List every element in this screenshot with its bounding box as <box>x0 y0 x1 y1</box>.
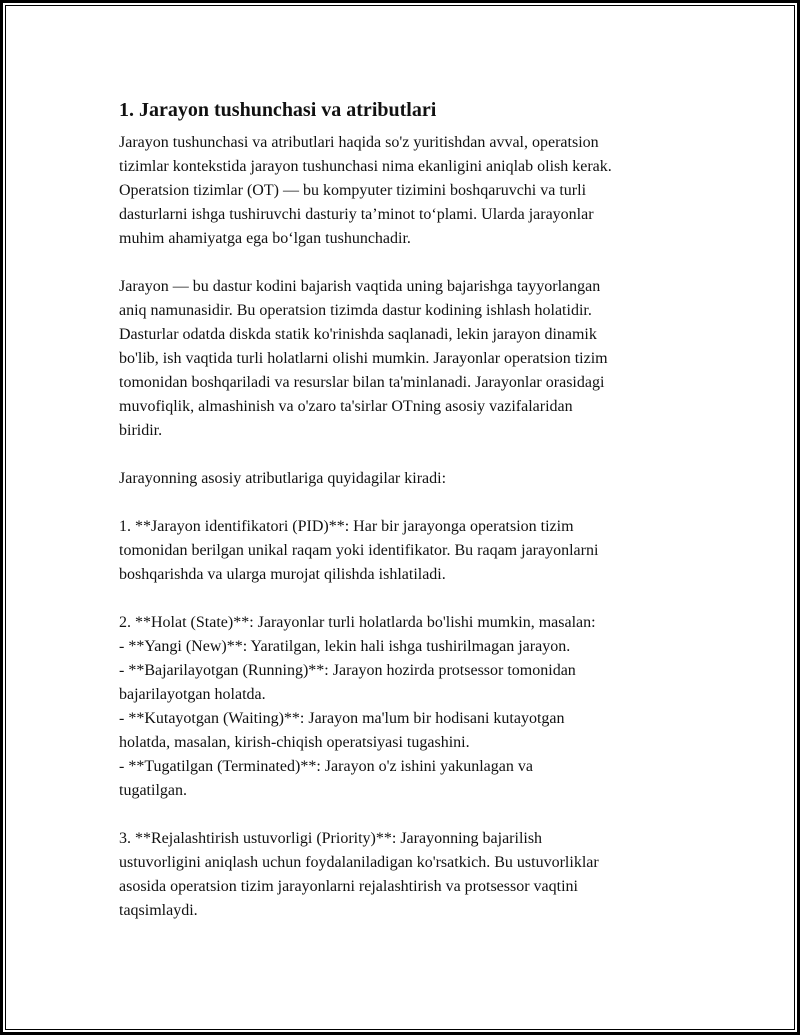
attributes-intro-paragraph: Jarayonning asosiy atributlariga quyidagilar kiradi: <box>119 470 447 487</box>
list-item-pid: 1. **Jarayon identifikatori (PID)**: Har bir jarayonga operatsion tizim tomonidan berilgan unikal raqam yoki identifikator. Bu raqam jarayonlarni boshqarishda va ularga murojat qilishda ishlatiladi. <box>119 518 599 583</box>
process-definition-paragraph: Jarayon — bu dastur kodini bajarish vaqtida uning bajarishga tayyorlangan aniq namunasidir. Bu operatsion tizimda dastur kodining ishlash holatidir. Dasturlar odatda diskda statik ko'rinishda saqlanadi, lekin jarayon dinamik bo'lib, ish vaqtida turli holatlarni olishi mumkin. Jarayonlar operatsion tizim tomonidan boshqariladi va resurslar bilan ta'minlanadi. Jarayonlar orasidagi muvofiqlik, almashinish va o'zaro ta'sirlar OTning asosiy vazifalaridan biridir. <box>119 278 608 439</box>
intro-paragraph: Jarayon tushunchasi va atributlari haqida so'z yuritishdan avval, operatsion tizimlar kontekstida jarayon tushunchasi nima ekanligini aniqlab olish kerak. Operatsion tizimlar (OT) — bu kompyuter tizimini boshqaruvchi va turli dasturlarni ishga tushiruvchi dasturiy ta’minot to‘plami. Ularda jarayonlar muhim ahamiyatga ega bo‘lgan tushunchadir. <box>119 134 612 247</box>
document-body <box>119 97 699 923</box>
list-item-priority: 3. **Rejalashtirish ustuvorligi (Priority)**: Jarayonning bajarilish ustuvorligini aniqlash uchun foydalaniladigan ko'rsatkich. Bu ustuvorliklar asosida operatsion tizim jarayonlarni rejalashtirish va protsessor vaqtini taqsimlaydi. <box>119 830 599 919</box>
list-item-state: 2. **Holat (State)**: Jarayonlar turli holatlarda bo'lishi mumkin, masalan: - **Yangi (New)**: Yaratilgan, lekin hali ishga tushirilmagan jarayon. - **Bajarilayotgan (Running)**: Jarayon hozirda protsessor tomonidan bajarilayotgan holatda. - **Kutayotgan (Waiting)**: Jarayon ma'lum bir hodisani kutayotgan holatda, masalan, kirish-chiqish operatsiyasi tugashini. - **Tugatilgan (Terminated)**: Jarayon o'z ishini yakunlagan va tugatilgan. <box>119 614 596 799</box>
section-heading: 1. Jarayon tushunchasi va atributlari <box>119 99 437 121</box>
